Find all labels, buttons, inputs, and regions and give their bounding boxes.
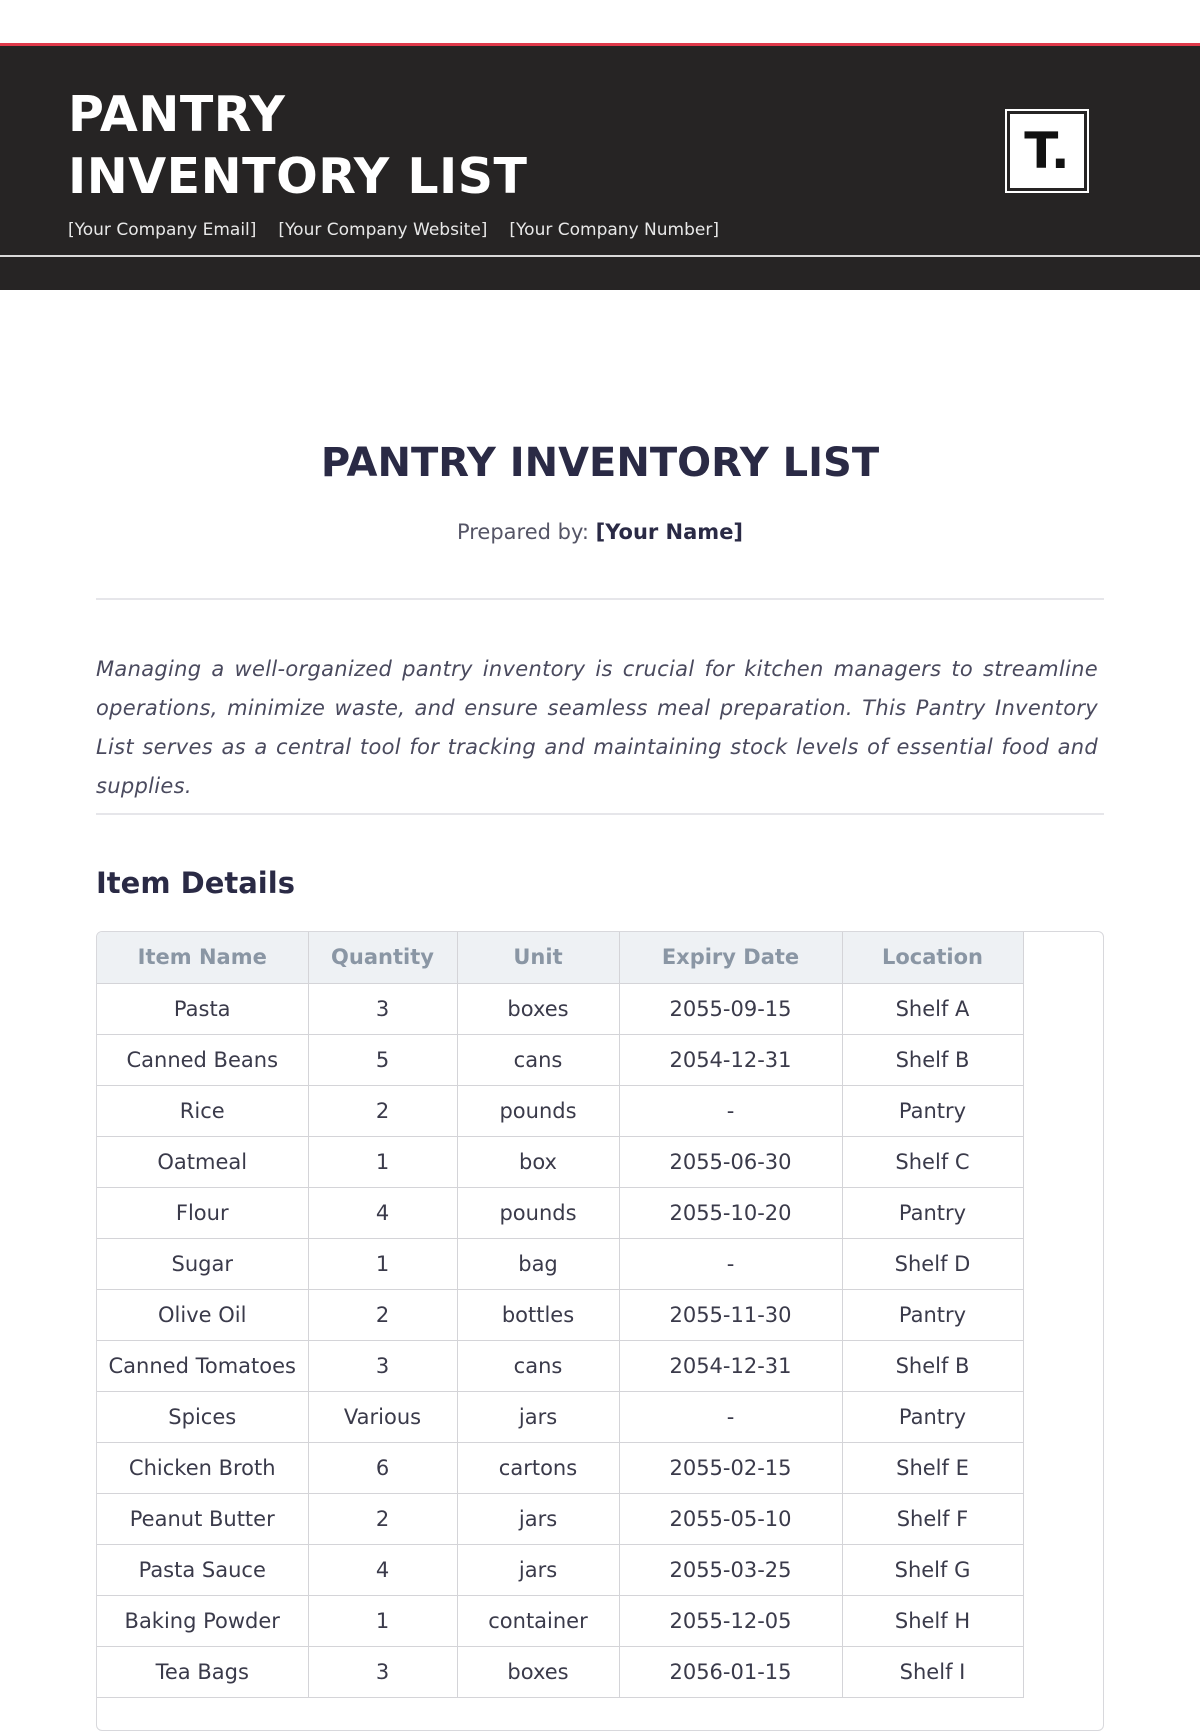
cell-item-name: Spices — [97, 1391, 308, 1442]
company-contacts — [68, 220, 719, 240]
header-title-line2: INVENTORY LIST — [68, 148, 528, 205]
cell-expiry-date: - — [619, 1391, 842, 1442]
cell-quantity: 1 — [308, 1595, 457, 1646]
table-row — [97, 1289, 1023, 1340]
cell-expiry-date: 2055-09-15 — [619, 983, 842, 1034]
cell-expiry-date: 2055-05-10 — [619, 1493, 842, 1544]
cell-quantity: 4 — [308, 1544, 457, 1595]
section-title-item-details: Item Details — [96, 866, 295, 900]
cell-location: Shelf H — [842, 1595, 1023, 1646]
table-row — [97, 1493, 1023, 1544]
cell-item-name: Flour — [97, 1187, 308, 1238]
table-row — [97, 1391, 1023, 1442]
cell-item-name: Pasta Sauce — [97, 1544, 308, 1595]
cell-expiry-date: 2055-02-15 — [619, 1442, 842, 1493]
cell-location: Shelf C — [842, 1136, 1023, 1187]
intro-paragraph: Managing a well-organized pantry inventory is crucial for kitchen managers to streamline operations, minimize waste, and ensure seamless meal preparation. This Pantry Inventory List serves as a central tool for tracking and maintaining stock levels of essential food and supplies. — [96, 657, 1098, 798]
cell-unit: jars — [457, 1493, 619, 1544]
cell-unit: cartons — [457, 1442, 619, 1493]
cell-unit: jars — [457, 1544, 619, 1595]
table-row — [97, 1544, 1023, 1595]
item-details-table — [97, 932, 1024, 1698]
company-email: [Your Company Email] — [68, 220, 257, 240]
prepared-by-name: [Your Name] — [595, 520, 744, 544]
cell-quantity: 2 — [308, 1289, 457, 1340]
cell-expiry-date: 2054-12-31 — [619, 1340, 842, 1391]
table-row — [97, 1034, 1023, 1085]
column-header-expiry-date: Expiry Date — [619, 932, 842, 983]
cell-location: Shelf I — [842, 1646, 1023, 1697]
cell-expiry-date: - — [619, 1085, 842, 1136]
table-row — [97, 1646, 1023, 1697]
cell-item-name: Rice — [97, 1085, 308, 1136]
cell-item-name: Pasta — [97, 983, 308, 1034]
cell-quantity: 1 — [308, 1136, 457, 1187]
cell-location: Shelf D — [842, 1238, 1023, 1289]
cell-item-name: Peanut Butter — [97, 1493, 308, 1544]
logo-mark: T. — [1010, 114, 1084, 188]
cell-unit: bag — [457, 1238, 619, 1289]
cell-item-name: Olive Oil — [97, 1289, 308, 1340]
cell-item-name: Chicken Broth — [97, 1442, 308, 1493]
table-row — [97, 1187, 1023, 1238]
company-logo — [1005, 109, 1089, 193]
table-row — [97, 1595, 1023, 1646]
cell-quantity: 3 — [308, 1646, 457, 1697]
column-header-location: Location — [842, 932, 1023, 983]
cell-quantity: 2 — [308, 1085, 457, 1136]
table-row — [97, 1136, 1023, 1187]
company-number: [Your Company Number] — [509, 220, 719, 240]
prepared-by — [0, 520, 1200, 544]
cell-quantity: Various — [308, 1391, 457, 1442]
column-header-item-name: Item Name — [97, 932, 308, 983]
cell-quantity: 4 — [308, 1187, 457, 1238]
cell-expiry-date: 2054-12-31 — [619, 1034, 842, 1085]
cell-expiry-date: 2055-11-30 — [619, 1289, 842, 1340]
cell-expiry-date: 2055-06-30 — [619, 1136, 842, 1187]
cell-quantity: 3 — [308, 1340, 457, 1391]
prepared-by-label: Prepared by: — [456, 520, 589, 544]
cell-location: Shelf G — [842, 1544, 1023, 1595]
table-row — [97, 1085, 1023, 1136]
cell-quantity: 3 — [308, 983, 457, 1034]
cell-unit: jars — [457, 1391, 619, 1442]
item-details-table-container — [96, 931, 1104, 1731]
cell-quantity: 2 — [308, 1493, 457, 1544]
divider-top — [96, 598, 1104, 600]
cell-expiry-date: 2055-03-25 — [619, 1544, 842, 1595]
cell-unit: boxes — [457, 983, 619, 1034]
cell-location: Shelf A — [842, 983, 1023, 1034]
cell-expiry-date: 2056-01-15 — [619, 1646, 842, 1697]
header-title-line1: PANTRY — [68, 86, 286, 143]
cell-expiry-date: 2055-10-20 — [619, 1187, 842, 1238]
cell-unit: box — [457, 1136, 619, 1187]
table-header-row — [97, 932, 1023, 983]
table-row — [97, 1442, 1023, 1493]
cell-location: Shelf B — [842, 1340, 1023, 1391]
cell-unit: pounds — [457, 1187, 619, 1238]
cell-quantity: 1 — [308, 1238, 457, 1289]
cell-location: Pantry — [842, 1289, 1023, 1340]
cell-location: Pantry — [842, 1391, 1023, 1442]
cell-item-name: Canned Tomatoes — [97, 1340, 308, 1391]
cell-item-name: Canned Beans — [97, 1034, 308, 1085]
cell-unit: container — [457, 1595, 619, 1646]
cell-location: Shelf B — [842, 1034, 1023, 1085]
cell-item-name: Baking Powder — [97, 1595, 308, 1646]
page-header — [0, 43, 1200, 290]
cell-expiry-date: - — [619, 1238, 842, 1289]
cell-expiry-date: 2055-12-05 — [619, 1595, 842, 1646]
cell-item-name: Sugar — [97, 1238, 308, 1289]
column-header-unit: Unit — [457, 932, 619, 983]
document-title: PANTRY INVENTORY LIST — [320, 440, 880, 486]
cell-quantity: 6 — [308, 1442, 457, 1493]
header-divider — [0, 255, 1200, 257]
cell-quantity: 5 — [308, 1034, 457, 1085]
cell-unit: boxes — [457, 1646, 619, 1697]
cell-location: Pantry — [842, 1187, 1023, 1238]
table-row — [97, 1340, 1023, 1391]
cell-location: Shelf E — [842, 1442, 1023, 1493]
cell-item-name: Tea Bags — [97, 1646, 308, 1697]
cell-location: Shelf F — [842, 1493, 1023, 1544]
cell-unit: cans — [457, 1034, 619, 1085]
column-header-quantity: Quantity — [308, 932, 457, 983]
cell-unit: pounds — [457, 1085, 619, 1136]
company-website: [Your Company Website] — [278, 220, 488, 240]
cell-location: Pantry — [842, 1085, 1023, 1136]
header-title — [68, 84, 527, 208]
table-row — [97, 983, 1023, 1034]
table-row — [97, 1238, 1023, 1289]
cell-unit: cans — [457, 1340, 619, 1391]
cell-unit: bottles — [457, 1289, 619, 1340]
divider-bottom — [96, 813, 1104, 815]
cell-item-name: Oatmeal — [97, 1136, 308, 1187]
table-body — [97, 983, 1023, 1697]
